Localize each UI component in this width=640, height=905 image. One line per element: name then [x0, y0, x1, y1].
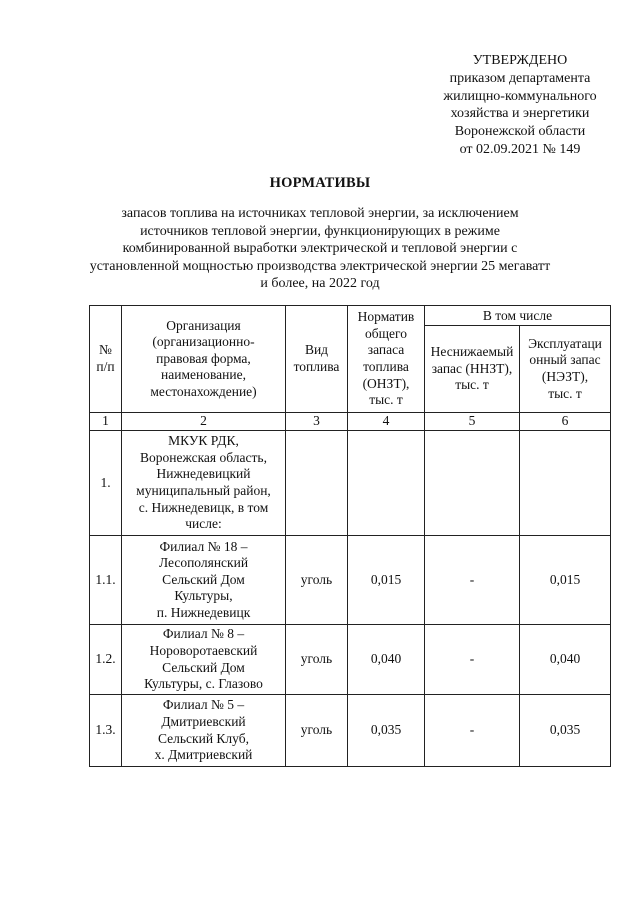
column-number: 6 [520, 413, 611, 431]
cell-line: Филиал № 5 – [162, 697, 245, 713]
approval-stamp [420, 52, 620, 159]
cell-line: Лесополянский [158, 555, 249, 571]
row-total-reserve [348, 431, 425, 536]
cell-line: п/п [96, 359, 115, 374]
cell-line: Нороворотаевский [149, 642, 258, 658]
row-fuel-type [286, 431, 348, 536]
row-num: 1.1. [90, 536, 122, 625]
cell-line: Филиал № 8 – [162, 626, 245, 642]
subtitle-line: запасов топлива на источниках тепловой энергии, за исключением [121, 206, 519, 221]
cell-line: тыс. т [548, 385, 582, 401]
cell-line: Сельский Дом [162, 659, 245, 675]
table-row [90, 536, 611, 625]
cell-line: муниципальный район, [136, 483, 271, 498]
row-minimum-reserve: - [425, 695, 520, 767]
cell-line: Культуры, с. Глазово [144, 676, 263, 692]
table-row [90, 625, 611, 695]
cell-line: онный запас [529, 352, 601, 368]
column-number-row [90, 413, 611, 431]
cell-line: Культуры, [174, 588, 233, 604]
cell-line: Воронежская область, [140, 449, 267, 465]
row-fuel-type: уголь [286, 695, 348, 767]
cell-line: Организация [166, 317, 241, 333]
cell-line: запаса [367, 342, 405, 358]
table-row [90, 431, 611, 536]
row-num: 1. [90, 431, 122, 536]
column-number: 5 [425, 413, 520, 431]
column-number: 2 [122, 413, 286, 431]
row-organization [122, 625, 286, 695]
cell-line: Норматив [357, 309, 415, 325]
subtitle-line: установленной мощностью производства электрической энергии 25 мегаватт [89, 258, 551, 274]
row-minimum-reserve: - [425, 536, 520, 625]
norms-table [89, 305, 611, 767]
header-minimum-reserve [425, 326, 520, 413]
cell-line: наименование, [161, 367, 246, 383]
cell-line: (НЭЗТ), [541, 369, 589, 384]
cell-line: № [99, 342, 112, 358]
header-fuel-type [286, 306, 348, 413]
row-total-reserve: 0,015 [348, 536, 425, 625]
approval-line: приказом департамента [449, 70, 591, 86]
row-fuel-type: уголь [286, 625, 348, 695]
document-subtitle [80, 205, 560, 293]
cell-line: (организационно- [152, 334, 255, 350]
row-total-reserve: 0,035 [348, 695, 425, 767]
cell-line: с. Нижнедевицк, в том [138, 499, 269, 515]
cell-line: местонахождение) [150, 383, 257, 399]
row-organization [122, 431, 286, 536]
header-num [90, 306, 122, 413]
approval-line: хозяйства и энергетики [450, 106, 590, 122]
subtitle-line: и более, на 2022 год [260, 276, 380, 292]
row-total-reserve: 0,040 [348, 625, 425, 695]
cell-line: Неснижаемый [430, 344, 514, 360]
approval-line: жилищно-коммунального [443, 88, 597, 104]
row-num: 1.2. [90, 625, 122, 695]
cell-line: п. Нижнедевицк [156, 604, 251, 620]
cell-line: Филиал № 18 – [159, 538, 248, 554]
cell-line: тыс. т [455, 377, 489, 393]
row-minimum-reserve: - [425, 625, 520, 695]
row-fuel-type: уголь [286, 536, 348, 625]
cell-line: х. Дмитриевский [154, 747, 253, 763]
row-num: 1.3. [90, 695, 122, 767]
row-operating-reserve: 0,040 [520, 625, 611, 695]
header-row [90, 306, 611, 326]
approval-line: Воронежской области [454, 124, 586, 140]
header-group-including: В том числе [425, 306, 611, 326]
header-operating-reserve [520, 326, 611, 413]
table-row [90, 695, 611, 767]
column-number: 1 [90, 413, 122, 431]
cell-line: (ОНЗТ), [362, 375, 410, 391]
cell-line: топлива [293, 359, 340, 374]
row-operating-reserve: 0,015 [520, 536, 611, 625]
column-number: 3 [286, 413, 348, 431]
cell-line: запас (ННЗТ), [431, 360, 513, 376]
cell-line: Эксплуатаци [528, 335, 602, 351]
document-title: НОРМАТИВЫ [269, 175, 371, 191]
cell-line: Дмитриевский [161, 713, 246, 729]
cell-line: топлива [363, 359, 409, 374]
header-total-reserve [348, 306, 425, 413]
subtitle-line: комбинированной выработки электрической и тепловой энергии с [122, 241, 518, 257]
cell-line: числе: [185, 516, 222, 532]
row-minimum-reserve [425, 431, 520, 536]
subtitle-line: источников тепловой энергии, функционирующих в режиме [140, 223, 500, 239]
column-number: 4 [348, 413, 425, 431]
approval-line: УТВЕРЖДЕНО [472, 53, 568, 68]
cell-line: общего [365, 325, 407, 341]
cell-line: тыс. т [369, 392, 403, 408]
row-operating-reserve: 0,035 [520, 695, 611, 767]
row-organization [122, 695, 286, 767]
cell-line: правовая форма, [156, 350, 251, 366]
approval-line: от 02.09.2021 № 149 [459, 141, 581, 157]
row-operating-reserve [520, 431, 611, 536]
header-organization [122, 306, 286, 413]
cell-line: Сельский Клуб, [158, 730, 249, 746]
row-organization [122, 536, 286, 625]
cell-line: Нижнедевицкий [156, 466, 251, 482]
cell-line: МКУК РДК, [168, 433, 239, 449]
cell-line: Сельский Дом [162, 571, 245, 587]
cell-line: Вид [304, 342, 329, 358]
